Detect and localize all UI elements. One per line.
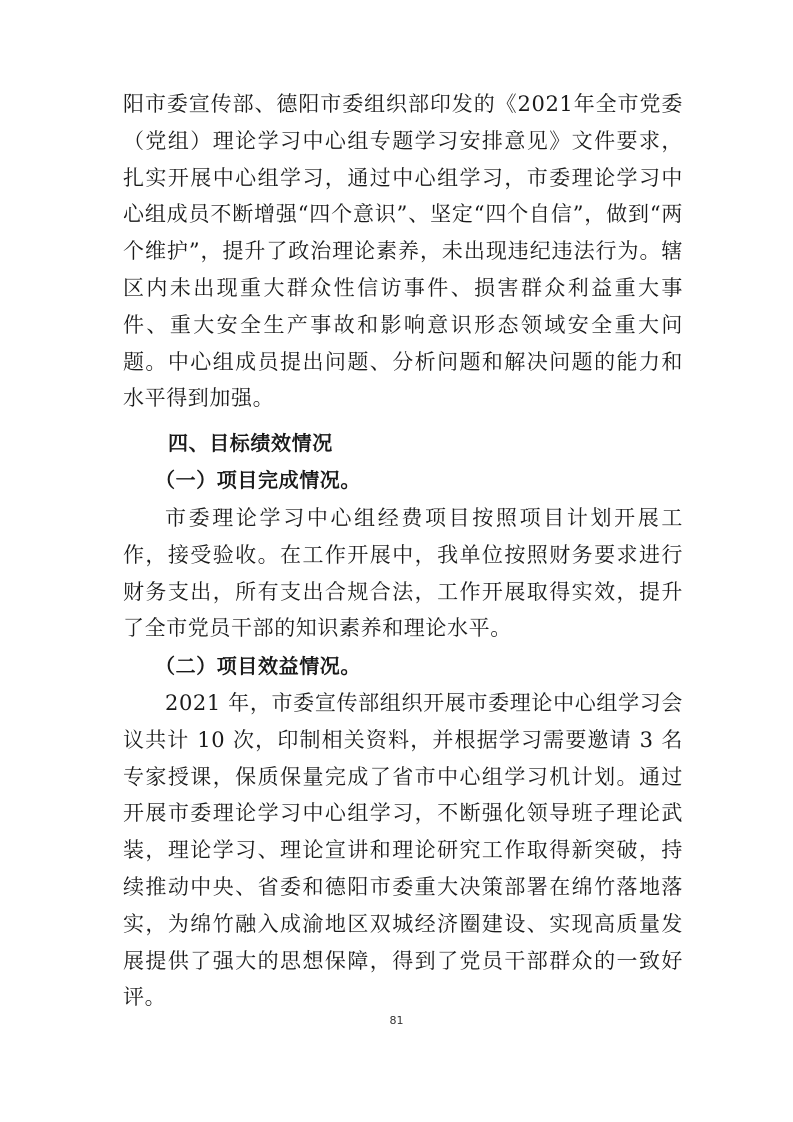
body-paragraph-3: 2021 年，市委宣传部组织开展市委理论中心组学习会议共计 10 次，印制相关资料，并根据学习需要邀请 3 名专家授课，保质保量完成了省市中心组学习机计划。通过开展市委理论学习中心组学习，不断强化领导班子理论武装，理论学习、理论宣讲和理论研究工作取得新突破，持续推动中央、省委和德阳市委重大决策部署在绵竹落地落实，为绵竹融入成渝地区双城经济圈建设、实现高质量发展提供了强大的思想保障，得到了党员干部群众的一致好评。 (123, 691, 683, 1010)
subheading-completion: （一）项目完成情况。 (155, 468, 361, 492)
section-heading-targets: 四、目标绩效情况 (168, 431, 333, 455)
subheading-benefit: （二）项目效益情况。 (155, 654, 361, 678)
page-number: 81 (389, 1014, 404, 1027)
body-paragraph-1: 阳市委宣传部、德阳市委组织部印发的《2021年全市党委（党组）理论学习中心组专题学习安排意见》文件要求，扎实开展中心组学习，通过中心组学习，市委理论学习中心组成员不断增强“四个意识”、坚定“四个自信”，做到“两个维护”，提升了政治理论素养，未出现违纪违法行为。辖区内未出现重大群众性信访事件、损害群众利益重大事件、重大安全生产事故和影响意识形态领域安全重大问题。中心组成员提出问题、分析问题和解决问题的能力和水平得到加强。 (123, 92, 683, 411)
body-paragraph-2: 市委理论学习中心组经费项目按照项目计划开展工作，接受验收。在工作开展中，我单位按照财务要求进行财务支出，所有支出合规合法，工作开展取得实效，提升了全市党员干部的知识素养和理论水平。 (123, 506, 683, 641)
